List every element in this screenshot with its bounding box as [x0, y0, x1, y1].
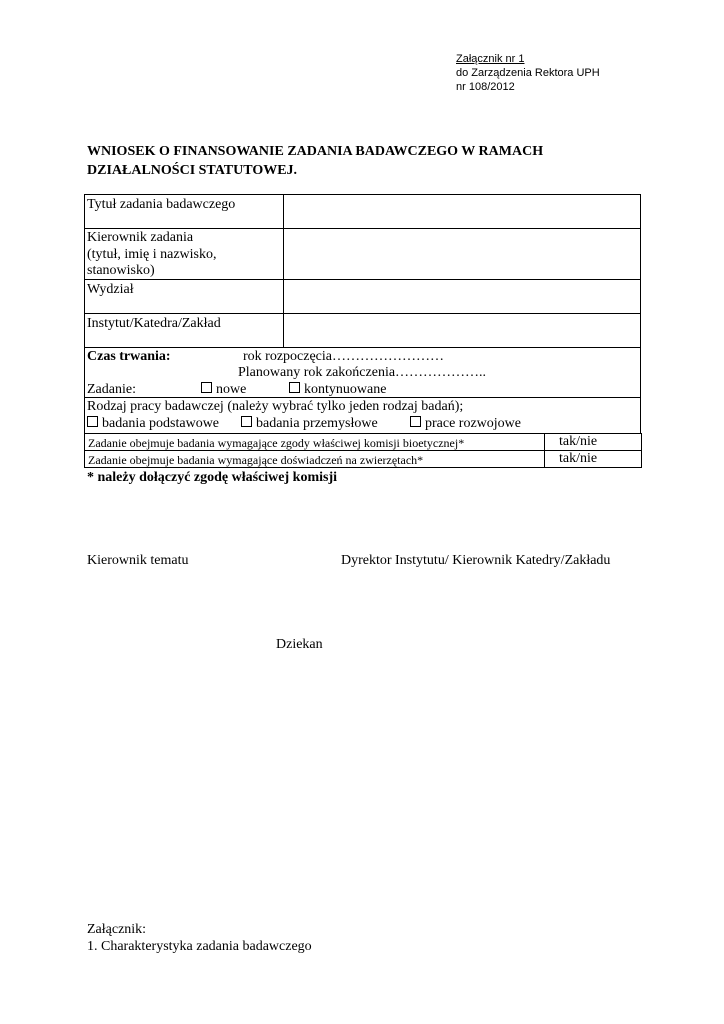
research-basic-label: badania podstawowe	[102, 416, 220, 431]
attachment-label: Załącznik:	[87, 922, 147, 937]
annex-note	[456, 52, 600, 94]
bioethics-question: Zadanie obejmuje badania wymagające zgody właściwej komisji bioetycznej*	[88, 436, 465, 450]
task-new-option[interactable]	[201, 382, 246, 398]
research-development-label: prace rozwojowe	[425, 416, 522, 431]
task-continued-option[interactable]	[289, 382, 386, 398]
signature-director: Dyrektor Instytutu/ Kierownik Katedry/Zakładu	[341, 553, 611, 568]
bioethics-answer[interactable]: tak/nie	[559, 434, 598, 449]
task-title-field[interactable]	[283, 194, 640, 228]
annex-line-2: do Zarządzenia Rektora UPH	[456, 67, 600, 79]
end-year-field[interactable]: Planowany rok zakończenia………………..	[238, 365, 487, 380]
row-label-manager-line-3: stanowisko)	[87, 263, 155, 278]
document-title-line-2: DZIAŁALNOŚCI STATUTOWEJ.	[87, 163, 298, 178]
attachment-item-1: 1. Charakterystyka zadania badawczego	[87, 939, 312, 954]
row-label-institute: Instytut/Katedra/Zakład	[87, 316, 221, 331]
institute-field[interactable]	[283, 313, 640, 347]
checkbox-icon[interactable]	[289, 382, 300, 393]
annex-line-3: nr 108/2012	[456, 81, 515, 93]
row-label-faculty: Wydział	[87, 282, 134, 297]
table-answer-column-divider	[544, 433, 545, 468]
research-industrial-label: badania przemysłowe	[256, 416, 378, 431]
faculty-field[interactable]	[283, 279, 640, 313]
footnote: * należy dołączyć zgodę właściwej komisji	[87, 470, 338, 485]
row-label-task-title: Tytuł zadania badawczego	[87, 197, 236, 212]
checkbox-icon[interactable]	[87, 416, 98, 427]
animals-answer[interactable]: tak/nie	[559, 451, 598, 466]
row-label-manager-line-2: (tytuł, imię i nazwisko,	[87, 247, 217, 262]
research-development-option[interactable]	[410, 416, 521, 432]
duration-label: Czas trwania:	[87, 349, 171, 364]
annex-line-1: Załącznik nr 1	[456, 53, 525, 65]
document-title	[87, 142, 607, 180]
animals-question: Zadanie obejmuje badania wymagające doświadczeń na zwierzętach*	[88, 453, 424, 467]
table-border-right-lower	[641, 433, 642, 468]
signature-dean: Dziekan	[276, 637, 323, 652]
table-border-left	[84, 194, 85, 467]
document-title-line-1: WNIOSEK O FINANSOWANIE ZADANIA BADAWCZEGO W RAMACH	[87, 144, 544, 159]
table-border-right	[640, 194, 641, 434]
checkbox-icon[interactable]	[241, 416, 252, 427]
start-year-field[interactable]: rok rozpoczęcia……………………	[243, 349, 444, 364]
research-type-label: Rodzaj pracy badawczej (należy wybrać tylko jeden rodzaj badań);	[87, 399, 464, 414]
task-continued-label: kontynuowane	[304, 382, 387, 397]
row-label-manager-line-1: Kierownik zadania	[87, 230, 194, 245]
checkbox-icon[interactable]	[410, 416, 421, 427]
table-row-divider	[84, 347, 641, 348]
task-manager-field[interactable]	[283, 228, 640, 279]
signature-manager: Kierownik tematu	[87, 553, 189, 568]
checkbox-icon[interactable]	[201, 382, 212, 393]
research-basic-option[interactable]	[87, 416, 219, 432]
research-industrial-option[interactable]	[241, 416, 378, 432]
task-new-label: nowe	[216, 382, 247, 397]
task-type-label: Zadanie:	[87, 382, 136, 397]
